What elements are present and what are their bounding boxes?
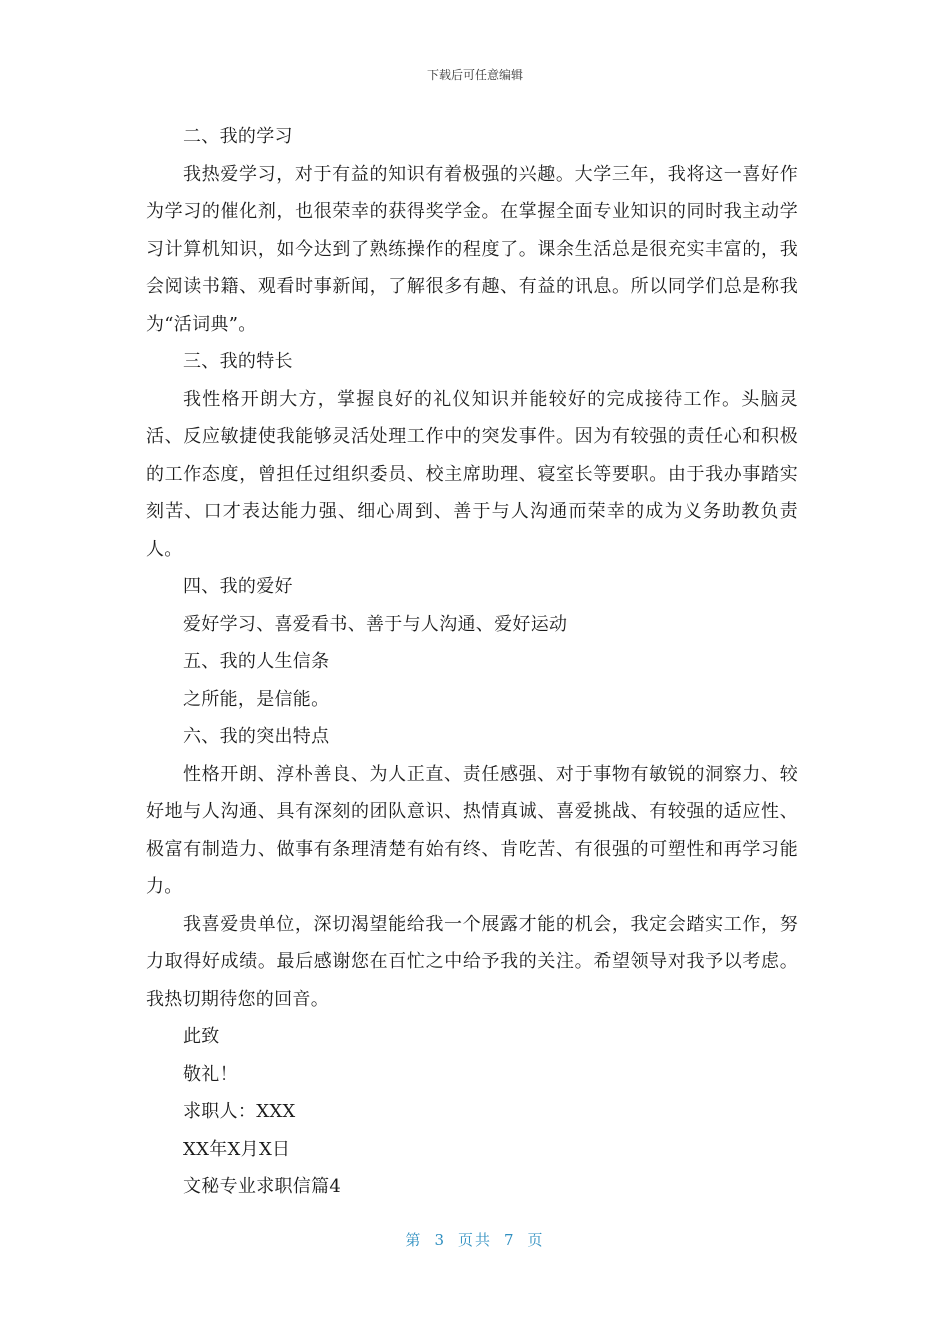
applicant-signature: 求职人：XXX xyxy=(183,1101,296,1122)
paragraph-study: 我热爱学习，对于有益的知识有着极强的兴趣。大学三年，我将这一喜好作为学习的催化剂，也很荣幸的获得奖学金。在掌握全面专业知识的同时我主动学习计算机知识，如今达到了熟练操作的程度了。课余生活总是很充实丰富的，我会阅读书籍、观看时事新闻，了解很多有趣、有益的讯息。所以同学们总是称我为“活词典”。 xyxy=(146,163,798,335)
section-heading-motto: 五、我的人生信条 xyxy=(183,651,330,672)
page-label-suffix: 页 xyxy=(527,1231,545,1249)
paragraph-strengths: 我性格开朗大方，掌握良好的礼仪知识并能较好的完成接待工作。头脑灵活、反应敏捷使我能够灵活处理工作中的突发事件。因为有较强的责任心和积极的工作态度，曾担任过组织委员、校主席助理、寝室长等要职。由于我办事踏实刻苦、口才表达能力强、细心周到、善于与人沟通而荣幸的成为义务助教负责人。 xyxy=(146,388,798,560)
section-heading-traits: 六、我的突出特点 xyxy=(183,726,330,747)
page-header: 下载后可任意编辑 xyxy=(426,68,523,82)
current-page-number: 3 xyxy=(434,1231,446,1249)
salutation-regards: 此致 xyxy=(183,1026,220,1047)
page-footer xyxy=(0,1229,950,1250)
paragraph-hobbies: 爱好学习、喜爱看书、善于与人沟通、爱好运动 xyxy=(183,613,568,635)
section-heading-strengths: 三、我的特长 xyxy=(183,351,293,372)
total-pages-number: 7 xyxy=(504,1231,516,1249)
page-label-prefix: 第 xyxy=(405,1231,423,1249)
document-body xyxy=(146,118,798,1206)
salutation-respect: 敬礼！ xyxy=(183,1063,238,1085)
paragraph-closing: 我喜爱贵单位，深切渴望能给我一个展露才能的机会，我定会踏实工作，努力取得好成绩。最后感谢您在百忙之中给予我的关注。希望领导对我予以考虑。我热切期待您的回音。 xyxy=(146,913,798,1010)
paragraph-traits: 性格开朗、淳朴善良、为人正直、责任感强、对于事物有敏锐的洞察力、较好地与人沟通、具有深刻的团队意识、热情真诚、喜爱挑战、有较强的适应性、极富有制造力、做事有条理清楚有始有终、肯吃苦、有很强的可塑性和再学习能力。 xyxy=(146,763,798,897)
section-heading-study: 二、我的学习 xyxy=(183,126,293,147)
letter-date: XX年X月X日 xyxy=(183,1138,291,1160)
page-label-middle: 页共 xyxy=(457,1231,492,1249)
section-heading-hobbies: 四、我的爱好 xyxy=(183,576,293,597)
paragraph-motto: 之所能，是信能。 xyxy=(183,688,330,710)
next-section-title: 文秘专业求职信篇4 xyxy=(183,1176,342,1197)
